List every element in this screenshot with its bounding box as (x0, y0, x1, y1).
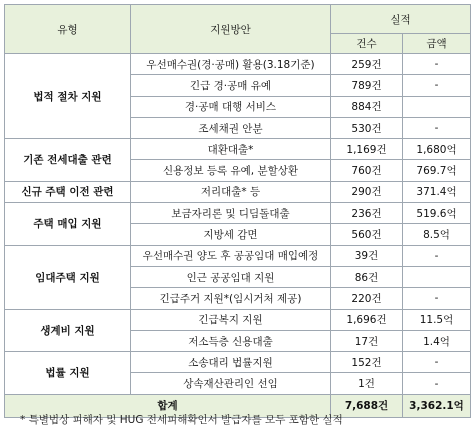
count-cell: 17건 (331, 330, 403, 351)
program-cell: 저리대출* 등 (131, 181, 331, 202)
count-cell: 884건 (331, 96, 403, 117)
footnote: * 특별법상 피해자 및 HUG 전세피해확인서 발급자를 모두 포함한 실적 (20, 414, 343, 426)
table-row (5, 203, 471, 224)
program-cell: 대환대출* (131, 139, 331, 160)
program-cell: 조세채권 안분 (131, 117, 331, 138)
table-row (5, 54, 471, 75)
count-cell: 530건 (331, 117, 403, 138)
count-cell: 1,169건 (331, 139, 403, 160)
amount-cell: 1,680억 (403, 139, 471, 160)
count-cell: 760건 (331, 160, 403, 181)
amount-cell: 1.4억 (403, 330, 471, 351)
total-count: 7,688건 (331, 394, 403, 417)
header-count: 건수 (331, 34, 403, 54)
amount-cell: - (403, 352, 471, 373)
program-cell: 인근 공공임대 지원 (131, 266, 331, 287)
group-type: 주택 매입 지원 (5, 203, 131, 246)
table-row (5, 309, 471, 330)
header-results: 실적 (331, 5, 471, 34)
amount-cell (403, 96, 471, 117)
count-cell: 236건 (331, 203, 403, 224)
amount-cell: - (403, 245, 471, 266)
header-program: 지원방안 (131, 5, 331, 54)
table-row (5, 139, 471, 160)
program-cell: 신용정보 등록 유예, 분할상환 (131, 160, 331, 181)
amount-cell: 769.7억 (403, 160, 471, 181)
table-row (5, 352, 471, 373)
program-cell: 지방세 감면 (131, 224, 331, 245)
count-cell: 86건 (331, 266, 403, 287)
count-cell: 220건 (331, 288, 403, 309)
group-type: 임대주택 지원 (5, 245, 131, 309)
amount-cell: - (403, 373, 471, 394)
count-cell: 1,696건 (331, 309, 403, 330)
amount-cell: - (403, 75, 471, 96)
program-cell: 긴급 경·공매 유예 (131, 75, 331, 96)
group-type: 법률 지원 (5, 352, 131, 395)
total-amount: 3,362.1억 (403, 394, 471, 417)
support-results-table (4, 4, 471, 418)
count-cell: 789건 (331, 75, 403, 96)
amount-cell: - (403, 117, 471, 138)
table-row (5, 245, 471, 266)
amount-cell: 8.5억 (403, 224, 471, 245)
amount-cell (403, 266, 471, 287)
program-cell: 보금자리론 및 디딤돌대출 (131, 203, 331, 224)
group-type: 법적 절차 지원 (5, 54, 131, 139)
program-cell: 우선매수권(경·공매) 활용(3.18기준) (131, 54, 331, 75)
amount-cell: - (403, 288, 471, 309)
amount-cell: 519.6억 (403, 203, 471, 224)
amount-cell: - (403, 54, 471, 75)
total-label: 합계 (5, 394, 331, 417)
group-type: 신규 주택 이전 관련 (5, 181, 131, 202)
count-cell: 1건 (331, 373, 403, 394)
amount-cell: 371.4억 (403, 181, 471, 202)
table-row (5, 181, 471, 202)
count-cell: 39건 (331, 245, 403, 266)
count-cell: 290건 (331, 181, 403, 202)
program-cell: 긴급복지 지원 (131, 309, 331, 330)
program-cell: 저소득층 신용대출 (131, 330, 331, 351)
count-cell: 560건 (331, 224, 403, 245)
program-cell: 경·공매 대행 서비스 (131, 96, 331, 117)
group-type: 생계비 지원 (5, 309, 131, 352)
amount-cell: 11.5억 (403, 309, 471, 330)
count-cell: 152건 (331, 352, 403, 373)
group-type: 기존 전세대출 관련 (5, 139, 131, 182)
header-type: 유형 (5, 5, 131, 54)
header-amount: 금액 (403, 34, 471, 54)
program-cell: 우선매수권 양도 후 공공임대 매입예정 (131, 245, 331, 266)
program-cell: 긴급주거 지원*(임시거처 제공) (131, 288, 331, 309)
count-cell: 259건 (331, 54, 403, 75)
program-cell: 소송대리 법률지원 (131, 352, 331, 373)
program-cell: 상속재산관리인 선임 (131, 373, 331, 394)
